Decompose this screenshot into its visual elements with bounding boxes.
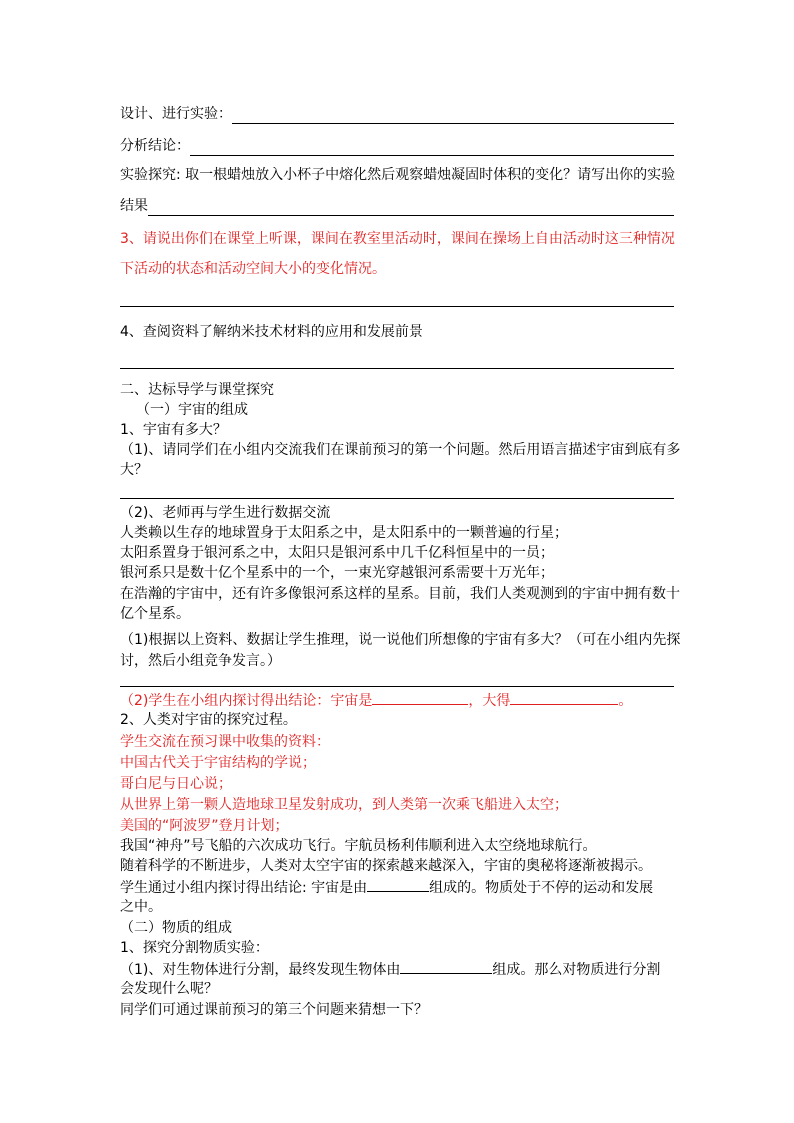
red-line-4: 从世界上第一颗人造地球卫星发射成功，到人类第一次乘飞船进入太空； [120, 797, 568, 813]
universe-is-blank[interactable] [372, 690, 468, 705]
data-line-4b: 亿个星系。 [120, 606, 190, 622]
reasoning-2-text-c: 。 [618, 693, 633, 709]
design-experiment-line [120, 104, 674, 124]
how-big-blank[interactable] [510, 690, 618, 705]
experiment-step-1 [120, 959, 674, 980]
red-line-5: 美国的“阿波罗”登月计划； [120, 818, 289, 834]
paragraph-1-answer-line[interactable] [120, 498, 674, 499]
data-line-4a: 在浩瀚的宇宙中，还有许多像银河系这样的星系。目前，我们人类观测到的宇宙中拥有数十 [120, 586, 680, 602]
subsection-universe: （一）宇宙的组成 [136, 402, 248, 418]
analysis-line [120, 136, 674, 156]
section-title: 二、达标导学与课堂探究 [120, 382, 274, 398]
subsection-matter: （二）物质的组成 [120, 920, 232, 936]
question-3-answer-line[interactable] [120, 306, 674, 307]
reasoning-1-line1: （1)根据以上资料、数据让学生推理，说一说他们所想像的宇宙有多大？（可在小组内先探 [120, 632, 681, 648]
body-line-3 [120, 877, 674, 898]
result-answer-blank[interactable] [148, 201, 674, 216]
reasoning-2-line [120, 690, 674, 711]
question-4: 4、查阅资料了解纳米技术材料的应用和发展前景 [120, 324, 423, 340]
universe-composition-blank[interactable] [367, 877, 429, 892]
paragraph-1-line1: （1)、请同学们在小组内交流我们在课前预习的第一个问题。然后用语言描述宇宙到底有多 [120, 442, 681, 458]
design-answer-blank[interactable] [232, 109, 674, 124]
question-3-line2: 下活动的状态和活动空间大小的变化情况。 [120, 261, 386, 277]
reasoning-1-answer-line[interactable] [120, 686, 674, 687]
reasoning-2-text-a: （2)学生在小组内探讨得出结论：宇宙是 [120, 693, 373, 709]
question-universe-size: 1、宇宙有多大？ [120, 422, 227, 438]
body-line-4: 之中。 [120, 899, 162, 915]
experiment-text: 实验探究: 取一根蜡烛放入小杯子中熔化然后观察蜡烛凝固时体积的变化？请写出你的实验 [120, 167, 676, 183]
red-line-3: 哥白尼与日心说； [120, 776, 232, 792]
step-1-text-b: 组成。那么对物质进行分割 [492, 962, 661, 978]
data-line-2: 太阳系置身于银河系之中，太阳只是银河系中几千亿科恒星中的一员； [120, 545, 554, 561]
organism-composition-blank[interactable] [400, 959, 492, 974]
result-label: 结果 [120, 198, 148, 214]
experiment-title: 1、探究分割物质实验： [120, 940, 269, 956]
reasoning-2-text-b: ，大得 [468, 693, 511, 709]
reasoning-1-line2: 讨，然后小组竞争发言。） [120, 653, 281, 669]
data-line-3: 银河系只是数十亿个星系中的一个，一束光穿越银河系需要十万光年； [120, 565, 554, 581]
red-line-1: 学生交流在预习课中收集的资料： [120, 734, 330, 750]
question-4-answer-line[interactable] [120, 368, 674, 369]
guess-prompt: 同学们可通过课前预习的第三个问题来猜想一下？ [120, 1002, 428, 1018]
question-3-line1: 3、请说出你们在课堂上听课，课间在教室里活动时，课间在操场上自由活动时这三种情况 [120, 231, 675, 247]
body-3-text-b: 组成的。物质处于不停的运动和发展 [429, 880, 654, 896]
step-1-text-a: （1)、对生物体进行分割，最终发现生物体由 [120, 962, 401, 978]
question-exploration: 2、人类对宇宙的探究过程。 [120, 712, 297, 728]
data-line-1: 人类赖以生存的地球置身于太阳系之中，是太阳系中的一颗普遍的行星； [120, 525, 568, 541]
body-3-text-a: 学生通过小组内探讨得出结论: 宇宙是由 [120, 880, 368, 896]
body-line-2: 随着科学的不断进步，人类对太空宇宙的探索越来越深入，宇宙的奥秘将逐渐被揭示。 [120, 858, 652, 874]
experiment-step-1-line2: 会发现什么呢？ [120, 981, 218, 997]
paragraph-2: （2)、老师再与学生进行数据交流 [120, 505, 331, 521]
paragraph-1-line2: 大？ [120, 462, 148, 478]
red-line-2: 中国古代关于宇宙结构的学说； [120, 755, 316, 771]
design-label: 设计、进行实验： [120, 106, 232, 122]
body-line-1: 我国“神舟”号飞船的六次成功飞行。宇航员杨利伟顺利进入太空绕地球航行。 [120, 838, 597, 854]
experiment-result-line [120, 196, 674, 216]
analysis-label: 分析结论： [120, 138, 190, 154]
analysis-answer-blank[interactable] [190, 141, 674, 156]
